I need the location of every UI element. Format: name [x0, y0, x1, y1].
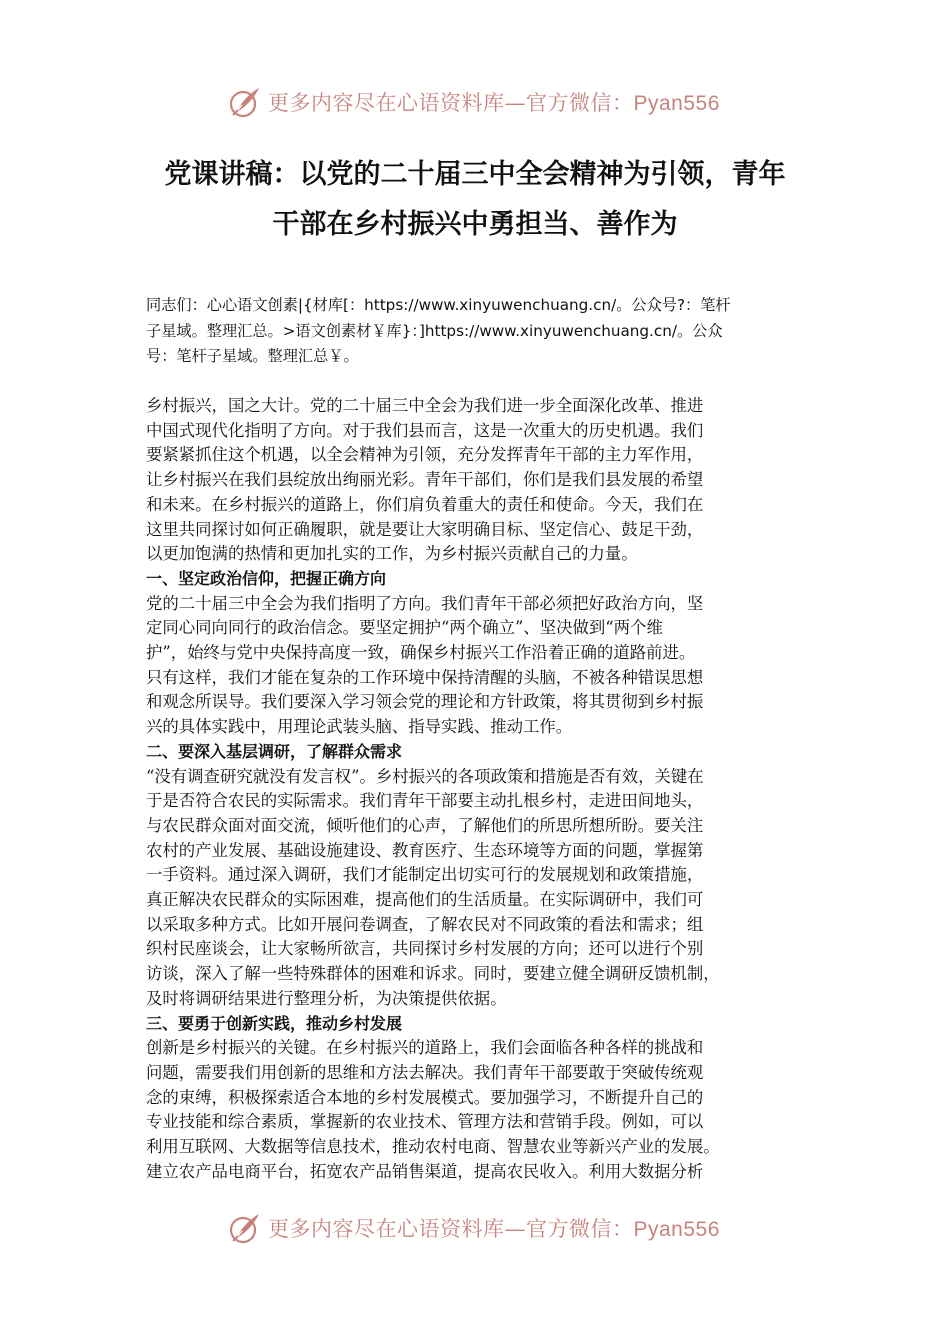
body-line: 兴的具体实践中，用理论武装头脑、指导实践、推动工作。 — [146, 717, 573, 737]
body-line: 与农民群众面对面交流，倾听他们的心声，了解他们的所思所想所盼。要关注 — [146, 815, 704, 835]
intro-line: 子星域。整理汇总。>语文创素材￥库}：]https://www.xinyuwenchuang.cn/。公众 — [146, 321, 723, 340]
body-line: 一手资料。通过深入调研，我们才能制定出切实可行的发展规划和政策措施， — [146, 865, 704, 885]
banner-text: 更多内容尽在心语资料库—官方微信： — [268, 1217, 634, 1241]
body-line: 建立农产品电商平台，拓宽农产品销售渠道，提高农民收入。利用大数据分析 — [146, 1161, 704, 1181]
body-line: 中国式现代化指明了方向。对于我们县而言，这是一次重大的历史机遇。我们 — [146, 420, 704, 440]
body-line: 创新是乡村振兴的关键。在乡村振兴的道路上，我们会面临各种各样的挑战和 — [146, 1038, 704, 1058]
body-line: 专业技能和综合素质，掌握新的农业技术、管理方法和营销手段。例如，可以 — [146, 1112, 704, 1132]
section-heading-1: 一、坚定政治信仰，把握正确方向 — [146, 568, 387, 588]
quill-pen-logo-icon — [228, 85, 262, 119]
title-line: 党课讲稿：以党的二十届三中全会精神为引领，青年 — [164, 159, 786, 190]
body-line: 及时将调研结果进行整理分析，为决策提供依据。 — [146, 988, 507, 1008]
intro-line: 同志们：心心语文创素|{材库[：https://www.xinyuwenchuang.cn/。公众号?：笔杆 — [146, 296, 731, 314]
body-line: 农村的产业发展、基础设施建设、教育医疗、生态环境等方面的问题，掌握第 — [146, 840, 704, 860]
body-line: 利用互联网、大数据等信息技术，推动农村电商、智慧农业等新兴产业的发展。 — [146, 1137, 720, 1157]
wechat-id: Pyan556 — [633, 92, 720, 115]
header-watermark-banner — [228, 84, 728, 120]
quill-pen-logo-icon — [228, 1211, 262, 1245]
body-line: 和未来。在乡村振兴的道路上，你们肩负着重大的责任和使命。今天，我们在 — [146, 494, 704, 514]
body-line: 真正解决农民群众的实际困难，提高他们的生活质量。在实际调研中，我们可 — [146, 890, 704, 910]
body-line: 访谈，深入了解一些特殊群体的困难和诉求。同时，要建立健全调研反馈机制， — [146, 964, 720, 984]
document-title — [120, 150, 830, 250]
footer-watermark-banner — [228, 1210, 728, 1246]
body-line: 问题，需要我们用创新的思维和方法去解决。我们青年干部要敢于突破传统观 — [146, 1062, 704, 1082]
body-line: 要紧紧抓住这个机遇，以全会精神为引领，充分发挥青年干部的主力军作用， — [146, 445, 704, 465]
section-heading-2: 二、要深入基层调研，了解群众需求 — [146, 741, 403, 761]
body-line: 以采取多种方式。比如开展问卷调查，了解农民对不同政策的看法和需求；组 — [146, 914, 704, 934]
body-line: 乡村振兴，国之大计。党的二十届三中全会为我们进一步全面深化改革、推进 — [146, 396, 704, 415]
body-line: 护”，始终与党中央保持高度一致，确保乡村振兴工作沿着正确的道路前进。 — [146, 643, 696, 663]
wechat-id: Pyan556 — [633, 1218, 720, 1241]
body-line: 和观念所误导。我们要深入学习领会党的理论和方针政策，将其贯彻到乡村振 — [146, 692, 704, 712]
banner-text: 更多内容尽在心语资料库—官方微信： — [268, 91, 634, 115]
body-line: 定同心同向同行的政治信念。要坚定拥护“两个确立”、坚决做到“两个维 — [146, 618, 663, 638]
body-line: 念的束缚，积极探索适合本地的乡村发展模式。要加强学习，不断提升自己的 — [146, 1087, 704, 1107]
body-line: 于是否符合农民的实际需求。我们青年干部要主动扎根乡村，走进田间地头， — [146, 791, 704, 811]
body-line: 这里共同探讨如何正确履职，就是要让大家明确目标、坚定信心、鼓足干劲， — [146, 519, 704, 539]
body-line: 让乡村振兴在我们县绽放出绚丽光彩。青年干部们，你们是我们县发展的希望 — [146, 470, 704, 490]
intro-paragraph — [146, 293, 818, 370]
body-line: 只有这样，我们才能在复杂的工作环境中保持清醒的头脑，不被各种错误思想 — [146, 667, 704, 687]
section-heading-3: 三、要勇于创新实践，推动乡村发展 — [146, 1013, 403, 1033]
document-body — [146, 394, 818, 1185]
body-line: 党的二十届三中全会为我们指明了方向。我们青年干部必须把好政治方向，坚 — [146, 593, 704, 613]
body-line: 织村民座谈会，让大家畅所欲言，共同探讨乡村发展的方向；还可以进行个别 — [146, 939, 704, 959]
body-line: “没有调查研究就没有发言权”。乡村振兴的各项政策和措施是否有效，关键在 — [146, 766, 704, 786]
intro-line: 号：笔杆子星域。整理汇总￥。 — [146, 347, 359, 365]
title-line: 干部在乡村振兴中勇担当、善作为 — [272, 209, 678, 240]
body-line: 以更加饱满的热情和更加扎实的工作，为乡村振兴贡献自己的力量。 — [146, 544, 638, 564]
